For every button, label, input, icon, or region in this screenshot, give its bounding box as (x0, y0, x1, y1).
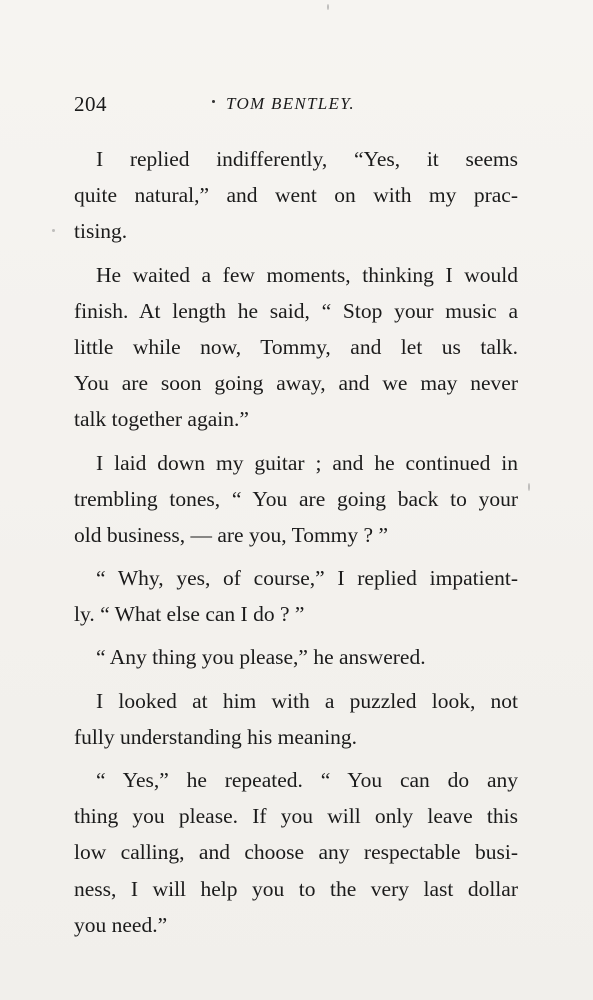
text-line: ly. “ What else can I do ? ” (74, 602, 305, 627)
text-line: You are soon going away, and we may never (74, 371, 518, 396)
paper-speck (52, 229, 55, 232)
text-line: talk together again.” (74, 407, 249, 432)
page-number: 204 (74, 92, 107, 116)
text-line: ness, I will help you to the very last dollar (74, 876, 518, 901)
paper-speck (327, 4, 329, 10)
header-ornament-dot (212, 100, 215, 103)
text-line: finish. At length he said, “ Stop your music a (74, 298, 518, 323)
paragraph (74, 141, 518, 250)
page-header (74, 92, 518, 122)
paragraph (74, 639, 518, 675)
text-line: thing you please. If you will only leave this (74, 804, 518, 829)
text-line: tising. (74, 219, 128, 244)
paragraph (74, 257, 518, 438)
body-text (74, 141, 518, 950)
paper-speck (528, 483, 530, 491)
text-line: I replied indifferently, “Yes, it seems (96, 147, 518, 171)
text-line: “ Why, yes, of course,” I replied impatient- (96, 566, 518, 591)
text-line: little while now, Tommy, and let us talk. (74, 334, 518, 359)
paragraph (74, 445, 518, 554)
text-line: quite natural,” and went on with my prac- (74, 183, 518, 208)
text-line: low calling, and choose any respectable busi- (74, 840, 518, 865)
text-line: fully understanding his meaning. (74, 724, 358, 749)
paragraph (74, 762, 518, 943)
running-title: TOM BENTLEY. (226, 94, 355, 113)
text-line: you need.” (74, 912, 168, 937)
text-line: “ Any thing you please,” he answered. (96, 645, 426, 670)
text-line: I laid down my guitar ; and he continued in (96, 450, 518, 475)
text-line: I looked at him with a puzzled look, not (96, 688, 518, 713)
text-line: “ Yes,” he repeated. “ You can do any (96, 768, 518, 792)
paragraph (74, 683, 518, 755)
text-line: He waited a few moments, thinking I would (96, 262, 518, 287)
text-line: trembling tones, “ You are going back to your (74, 486, 518, 511)
text-line: old business, — are you, Tommy ? ” (74, 522, 388, 547)
paragraph (74, 560, 518, 632)
